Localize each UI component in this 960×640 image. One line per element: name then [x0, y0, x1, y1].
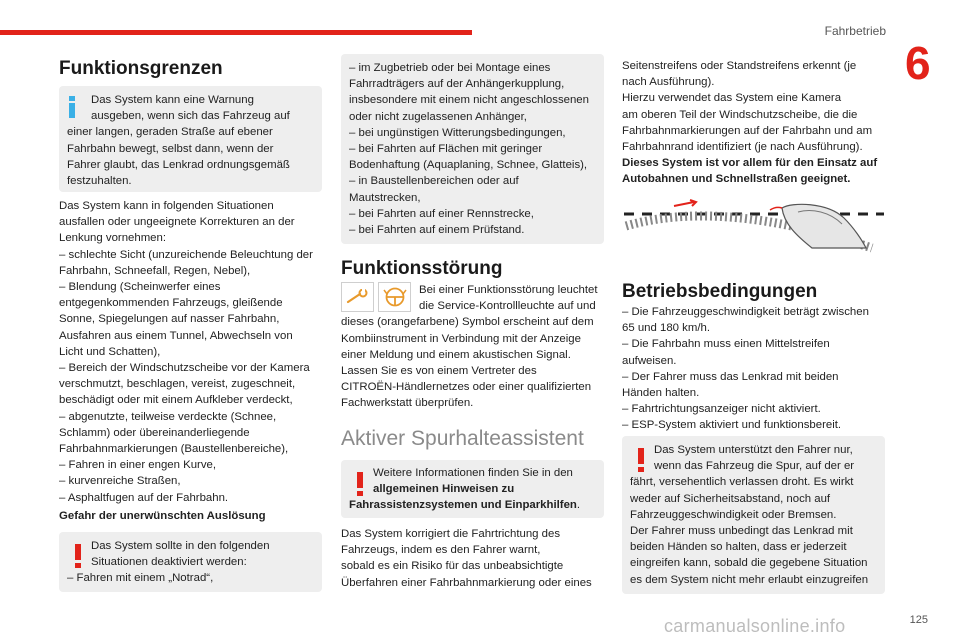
subheading-unwanted-activation: [59, 508, 266, 524]
condition-line: aufweisen.: [622, 354, 677, 367]
text-line: – Fahren in einer engen Kurve,: [59, 459, 217, 472]
warning-line: Das System unterstützt den Fahrer nur,: [654, 444, 853, 456]
bold-line: Dieses System ist vor allem für den Einsatz auf: [622, 157, 878, 170]
warning-line: Das System sollte in den folgenden: [91, 540, 270, 552]
section-title-funktionsstoerung: Funktionsstörung: [341, 258, 503, 279]
text-line: dieses (orangefarbene) Symbol erscheint auf dem: [341, 316, 594, 329]
text-line: Überfahren einer Fahrbahnmarkierung oder eines: [341, 576, 592, 589]
text-line: Fahrzeugs, indem es den Fahrer warnt,: [341, 544, 541, 557]
warning-line: – bei Fahrten auf einer Rennstrecke,: [349, 207, 534, 220]
warning-line: beiden Händen so halten, dass er jederzeit: [630, 541, 847, 554]
warning-line: Fahrzeuggeschwindigkeit oder Bremsen.: [630, 508, 837, 521]
warning-line: Weitere Informationen finden Sie in den: [373, 467, 573, 479]
text-line: Fachwerkstatt überprüfen.: [341, 397, 474, 410]
info-box: [59, 86, 322, 192]
warning-line: es dem System nicht mehr erlaubt einzugreifen: [630, 573, 869, 586]
lane-assist-text: [341, 526, 592, 591]
info-line: ausgeben, wenn sich das Fahrzeug auf: [91, 110, 290, 123]
text-line: nach Ausführung).: [622, 76, 715, 89]
text-line: verschmutzt, beschlagen, vereist, zugeschneit,: [59, 378, 296, 391]
section-header: Fahrbetrieb: [824, 24, 886, 38]
text-line: CITROËN-Händlernetzes oder einer qualifizierten: [341, 381, 592, 394]
warning-line: eingreifen kann, sobald die gegebene Situation: [630, 557, 868, 570]
section-title-betriebsbedingungen: Betriebsbedingungen: [622, 281, 818, 302]
warning-line: wenn das Fahrzeug die Spur, auf der er: [654, 460, 855, 473]
condition-line: 65 und 180 km/h.: [622, 322, 711, 335]
text-line: Licht und Schatten),: [59, 345, 161, 358]
condition-line: – ESP-System aktiviert und funktionsbereit.: [622, 419, 842, 432]
text-line: Bei einer Funktionsstörung leuchtet: [419, 284, 598, 296]
warning-icon: [638, 448, 644, 472]
text-line: Fahrbahnmarkierungen auf der Fahrbahn und am: [622, 124, 873, 137]
subheading-text: Gefahr der unerwünschten Auslösung: [59, 510, 266, 522]
warning-link-text: Fahrassistenzsystemen und Einparkhilfen: [349, 499, 577, 512]
warning-line: [349, 497, 596, 513]
info-line: Das System kann eine Warnung: [91, 94, 254, 106]
text-line: entgegenkommenden Fahrzeugs, gleißende: [59, 297, 283, 310]
info-line: Fahrbahn bewegt, selbst dann, wenn der: [67, 142, 274, 155]
warning-line: – bei Fahrten auf einem Prüfstand.: [349, 224, 525, 237]
warning-box-continued: [341, 54, 604, 244]
text-line: Das System kann in folgenden Situationen: [59, 200, 274, 212]
warning-line: – bei ungünstigen Witterungsbedingungen,: [349, 126, 566, 139]
text-line: ausfallen oder ungeeignete Korrekturen an der: [59, 216, 295, 229]
section-title-funktionsgrenzen: Funktionsgrenzen: [59, 58, 223, 79]
text-line: Sonne, Spiegelungen auf nasser Fahrbahn,: [59, 313, 280, 326]
section-title-spurhalteassistent: Aktiver Spurhalteassistent: [341, 427, 584, 450]
warning-line: weder auf Sicherheitsabstand, noch auf: [630, 492, 831, 505]
text-line: Hierzu verwendet das System eine Kamera: [622, 92, 842, 105]
warning-icon: [75, 544, 81, 568]
warning-line: Der Fahrer muss unbedingt das Lenkrad mit: [630, 525, 853, 538]
warning-line: Situationen deaktiviert werden:: [91, 556, 247, 569]
page-number: 125: [909, 614, 928, 626]
condition-line: – Die Fahrzeuggeschwindigkeit beträgt zwischen: [622, 306, 869, 318]
text-line: Schlamm) oder übereinanderliegende: [59, 426, 250, 439]
info-icon: [69, 96, 75, 118]
info-line: einer langen, geraden Straße auf ebener: [67, 126, 273, 139]
lane-assist-text-cont: [622, 58, 877, 188]
text-line: Fahrbahnrand identifiziert (je nach Ausführung).: [622, 141, 863, 154]
warning-line-end: .: [576, 499, 581, 512]
text-line: – Bereich der Windschutzscheibe vor der Kamera: [59, 362, 310, 375]
text-line: – Blendung (Scheinwerfer eines: [59, 281, 221, 294]
text-line: die Service-Kontrollleuchte auf und: [419, 300, 596, 313]
warning-line: insbesondere mit einem nicht angeschlossenen: [349, 94, 589, 107]
condition-line: – Die Fahrbahn muss einen Mittelstreifen: [622, 338, 830, 351]
text-line: – abgenutzte, teilweise verdeckte (Schnee,: [59, 410, 277, 423]
warning-box-system: [622, 436, 885, 594]
text-line: – Asphaltfugen auf der Fahrbahn.: [59, 491, 229, 504]
condition-line: – Fahrtrichtungsanzeiger nicht aktiviert.: [622, 403, 821, 416]
text-line: Ausfahren aus einem Tunnel, Abwechseln von: [59, 329, 293, 342]
warning-line: oder nicht zugelassenen Anhänger,: [349, 110, 527, 123]
text-line: Kombiinstrument in Verbindung mit der Anzeige: [341, 332, 581, 345]
text-line: einer Meldung und einem akustischen Signal.: [341, 348, 571, 361]
warning-line: fährt, versehentlich verlassen droht. Es wirkt: [630, 476, 854, 489]
top-accent-bar: [0, 30, 472, 35]
text-line: Fahrbahnmarkierungen (Baustellenbereiche),: [59, 443, 289, 456]
info-warning-box: [341, 460, 604, 518]
text-line: beschädigt oder mit einem Aufkleber verdeckt,: [59, 394, 293, 407]
warning-line: allgemeinen Hinweisen zu: [373, 483, 515, 496]
text-line: Fahrbahn, Schneefall, Regen, Nebel),: [59, 264, 251, 277]
warning-line: – im Zugbetrieb oder bei Montage eines: [349, 62, 551, 74]
text-line: Seitenstreifens oder Standstreifens erkennt (je: [622, 60, 857, 72]
condition-line: – Der Fahrer muss das Lenkrad mit beiden: [622, 370, 839, 383]
conditions-list: [622, 304, 869, 434]
warning-line: Mautstrecken,: [349, 191, 421, 204]
text-line: am oberen Teil der Windschutzscheibe, die die: [622, 108, 858, 121]
watermark: carmanualsonline.info: [664, 616, 846, 636]
info-line: Fahrer glaubt, das Lenkrad ordnungsgemäß: [67, 158, 290, 171]
warning-icon: [357, 472, 363, 496]
chapter-number: 6: [905, 37, 931, 89]
text-line: – kurvenreiche Straßen,: [59, 475, 181, 488]
warning-line: Fahrradträgers auf der Anhängerkupplung,: [349, 78, 565, 91]
warning-line: – bei Fahrten auf Flächen mit geringer: [349, 143, 543, 156]
fault-text: [341, 282, 604, 412]
text-line: – schlechte Sicht (unzureichende Beleuchtung der: [59, 248, 313, 261]
condition-line: Händen halten.: [622, 387, 700, 400]
info-line: festzuhalten.: [67, 175, 132, 188]
bold-line: Autobahnen und Schnellstraßen geeignet.: [622, 173, 851, 186]
text-line: sobald es ein Risiko für das unbeabsichtigte: [341, 560, 564, 573]
warning-line: – in Baustellenbereichen oder auf: [349, 175, 519, 188]
limitations-text: [59, 198, 313, 506]
warning-line: – Fahren mit einem „Notrad“,: [67, 572, 214, 585]
warning-line: Bodenhaftung (Aquaplaning, Schnee, Glatteis),: [349, 159, 588, 172]
lane-departure-illustration: [622, 196, 885, 260]
text-line: Lenkung vornehmen:: [59, 232, 167, 245]
warning-box: [59, 532, 322, 592]
text-line: Lassen Sie es von einem Vertreter des: [341, 365, 537, 378]
text-line: Das System korrigiert die Fahrtrichtung des: [341, 528, 561, 540]
